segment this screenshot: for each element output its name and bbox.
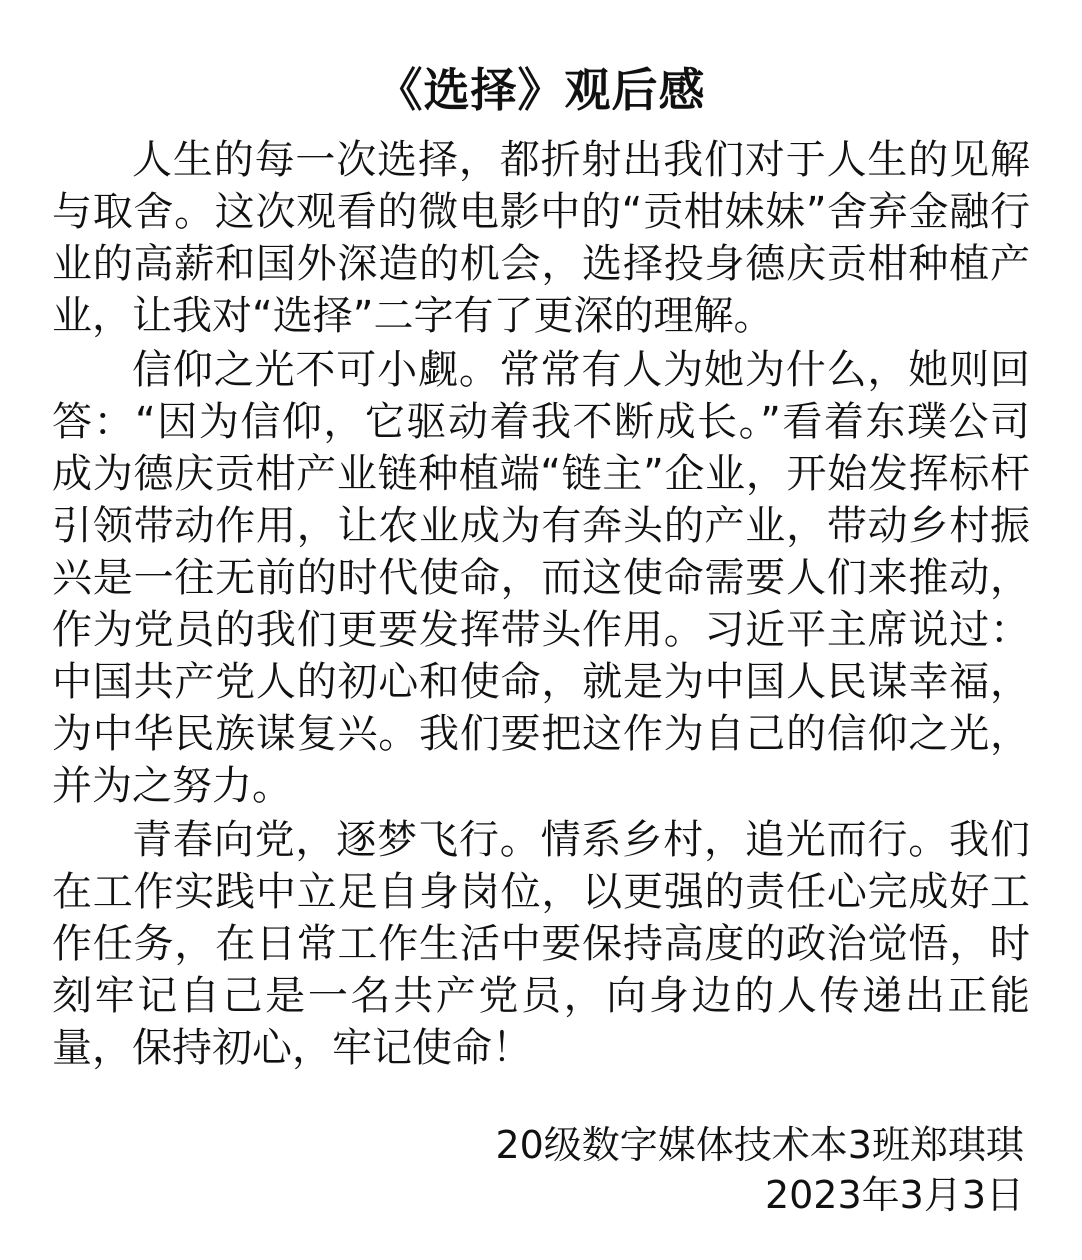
signature-author: 20级数字媒体技术本3班郑琪琪 (495, 1122, 1024, 1167)
paragraph-3: 青春向党，逐梦飞行。情系乡村，追光而行。我们在工作实践中立足自身岗位，以更强的责任心完成好工作任务，在日常工作生活中要保持高度的政治觉悟，时刻牢记自己是一名共产党员，向身边的人传递出正能量，保持初心，牢记使命！ (52, 816, 1030, 1071)
paragraph-1: 人生的每一次选择，都折射出我们对于人生的见解与取舍。这次观看的微电影中的“贡柑妹妹”舍弃金融行业的高薪和国外深造的机会，选择投身德庆贡柑种植产业，让我对“选择”二字有了更深的理解。 (52, 136, 1030, 339)
signature-block (52, 1120, 1030, 1220)
signature-date: 2023年3月3日 (764, 1172, 1024, 1217)
document-body (52, 134, 1030, 1074)
paragraph-2: 信仰之光不可小觑。常常有人为她为什么，她则回答：“因为信仰，它驱动着我不断成长。”看着东璞公司成为德庆贡柑产业链种植端“链主”企业，开始发挥标杆引领带动作用，让农业成为有奔头的产业，带动乡村振兴是一往无前的时代使命，而这使命需要人们来推动，作为党员的我们更要发挥带头作用。习近平主席说过：中国共产党人的初心和使命，就是为中国人民谋幸福，为中华民族谋复兴。我们要把这作为自己的信仰之光，并为之努力。 (52, 346, 1030, 809)
page-title: 《选择》观后感 (376, 63, 706, 117)
